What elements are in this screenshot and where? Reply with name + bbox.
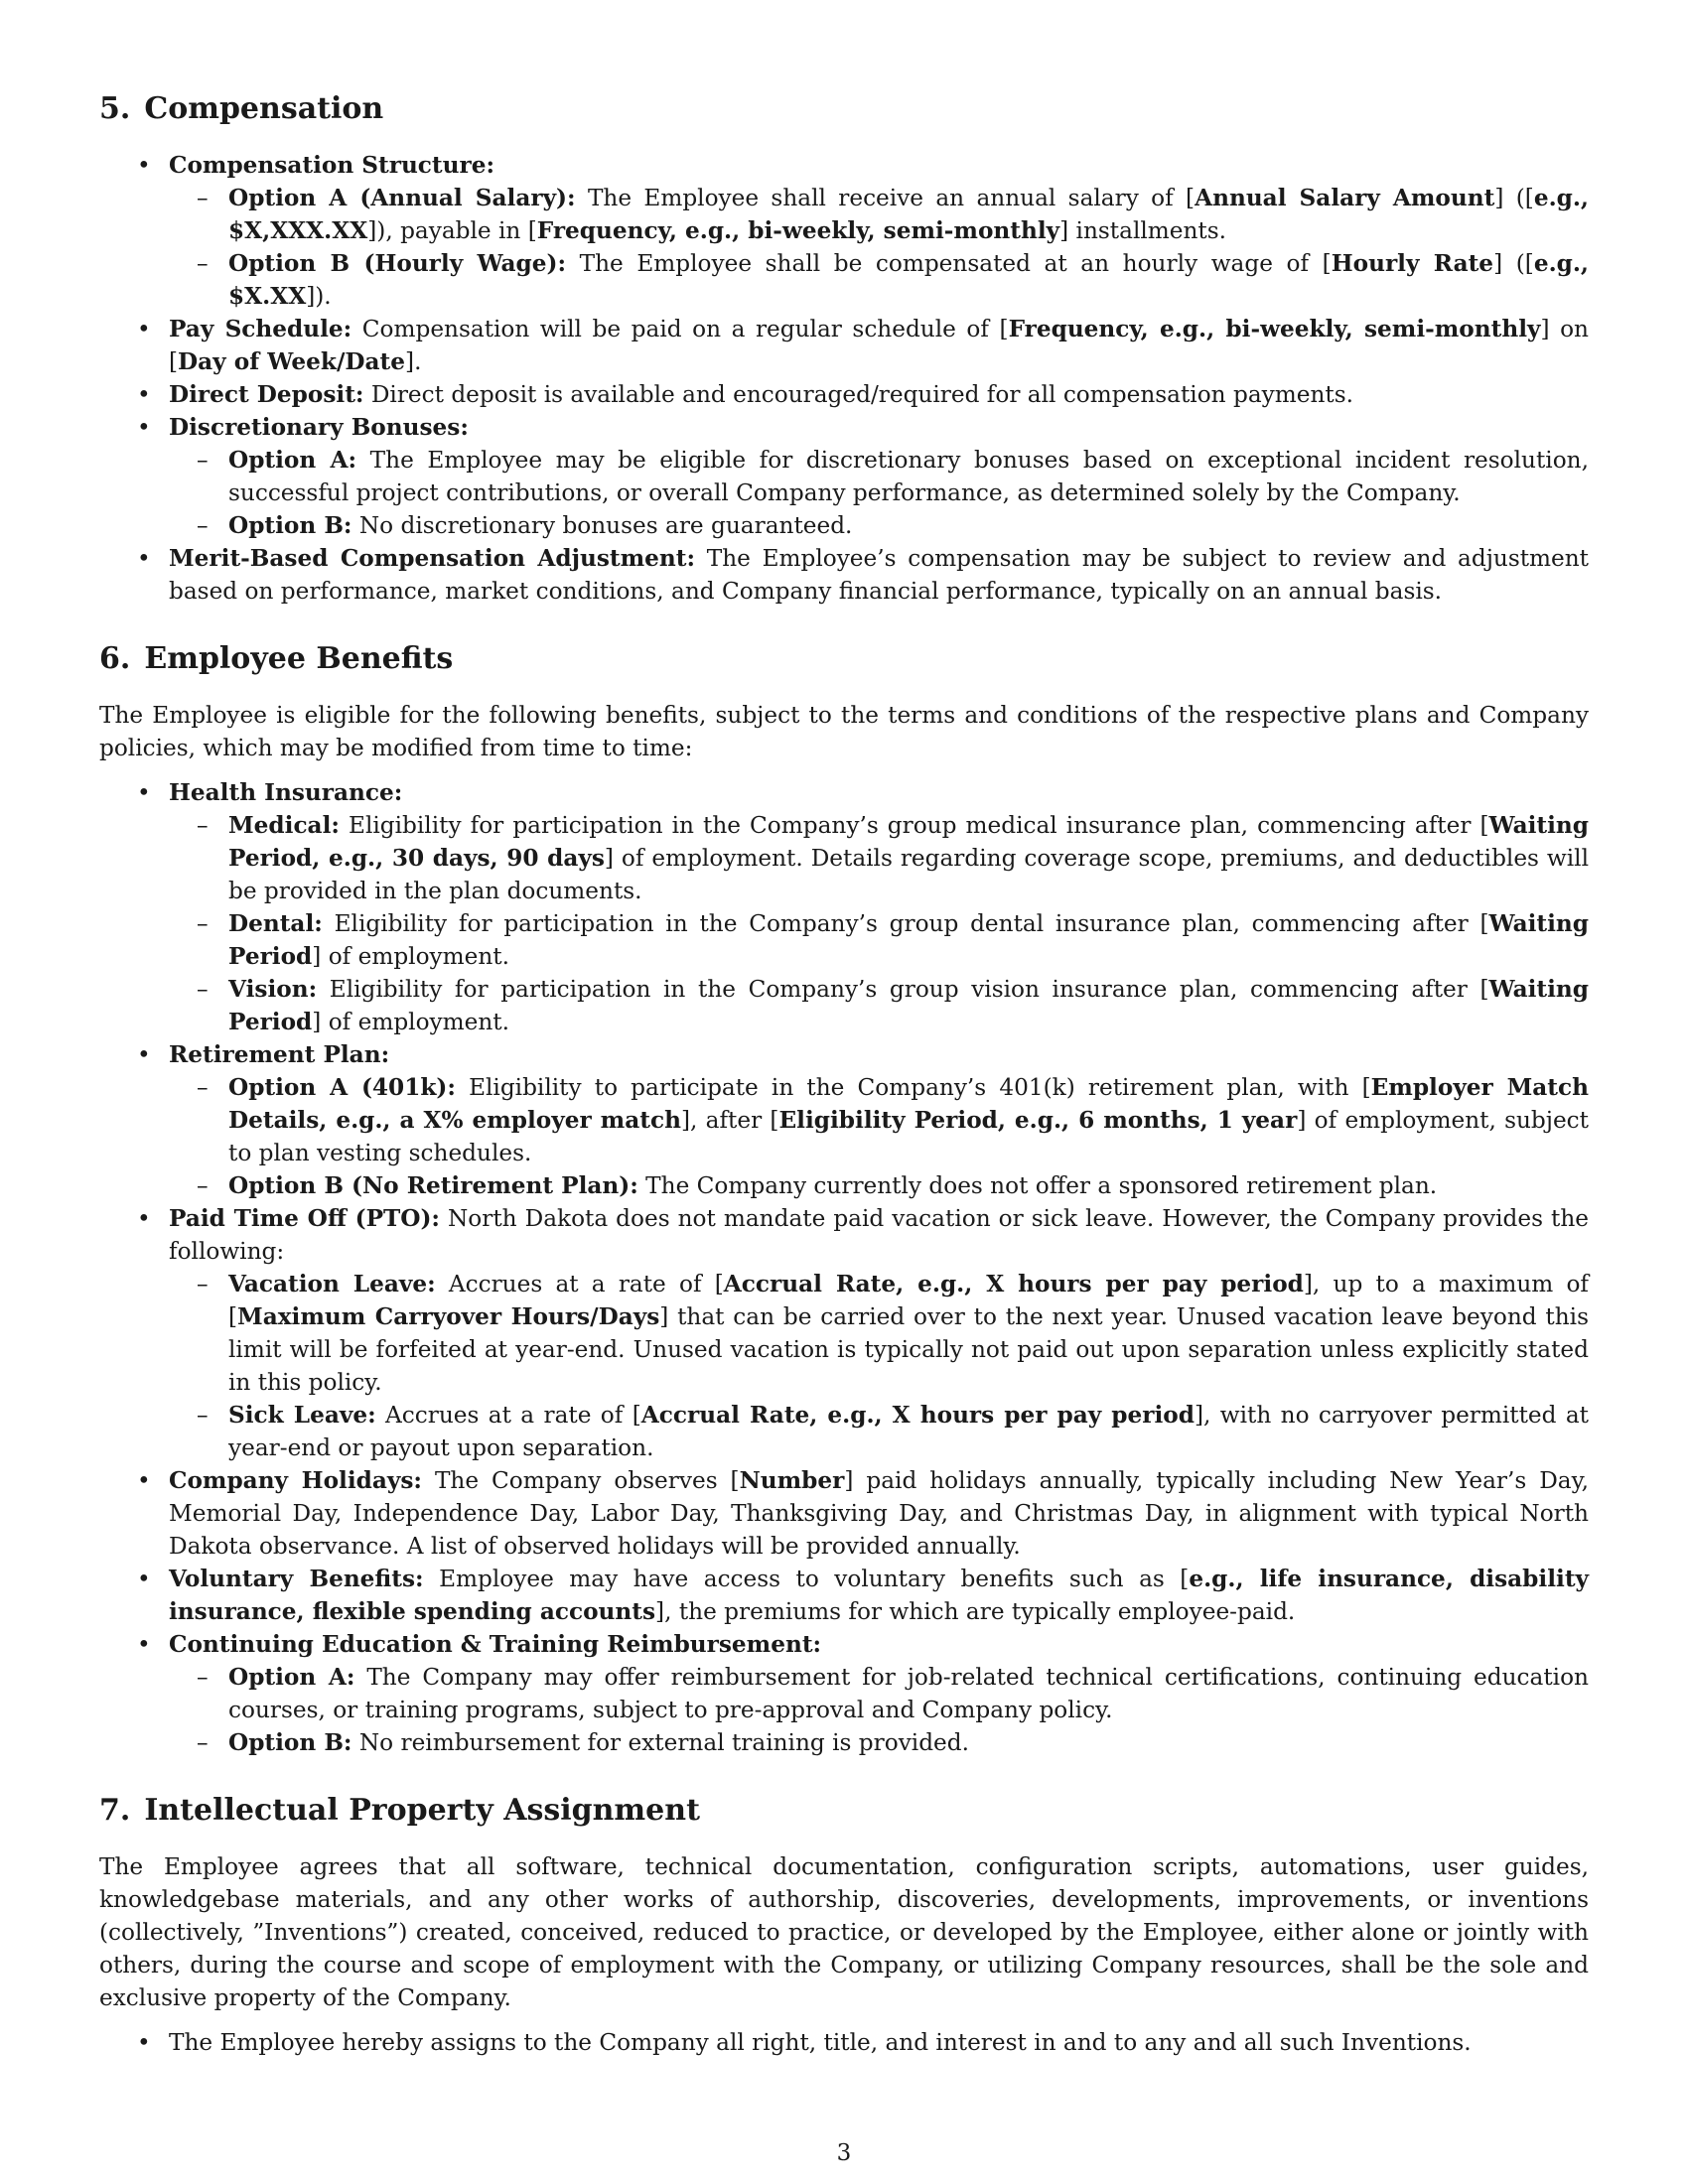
sub-item-text: Accrues at a rate of [Accrual Rate, e.g., X hours per pay period], with no carryover permitted at year-end or payout upon separation. bbox=[228, 1402, 1590, 1461]
section bbox=[99, 91, 1589, 608]
item-text: Compensation will be paid on a regular schedule of [Frequency, e.g., bi-weekly, semi-monthly] on [Day of Week/Date]. bbox=[169, 316, 1589, 375]
sub-item-label: Option B: bbox=[228, 512, 352, 539]
sub-item-label: Option B (Hourly Wage): bbox=[228, 250, 567, 277]
sub-item-text: The Company currently does not offer a sponsored retirement plan. bbox=[637, 1172, 1438, 1199]
section-intro: The Employee agrees that all software, technical documentation, configuration scripts, automations, user guides, knowledgebase materials, and any other works of authorship, discoveries, developments, improvements, or inventions (collectively, ”Inventions”) created, conceived, reduced to practice, or developed by the Employee, either alone or jointly with others, during the course and scope of employment with the Company, or utilizing Company resources, shall be the sole and exclusive property of the Company. bbox=[99, 1853, 1589, 2011]
section-number: 6. bbox=[99, 641, 131, 676]
sub-item-label: Option A: bbox=[228, 1664, 355, 1691]
section-number: 7. bbox=[99, 1793, 131, 1828]
sub-list-item bbox=[169, 973, 1589, 1038]
sub-item-text: Accrues at a rate of [Accrual Rate, e.g., X hours per pay period], up to a maximum of [Maximum Carryover Hours/Days] that can be carried over to the next year. Unused vacation leave beyond this limit will be forfeited at year-end. Unused vacation is typically not paid out upon separation unless explicitly stated in this policy. bbox=[228, 1271, 1590, 1396]
item-text: The Employee hereby assigns to the Company all right, title, and interest in and to any and all such Inventions. bbox=[169, 2029, 1472, 2056]
item-label: Discretionary Bonuses: bbox=[169, 414, 469, 441]
sub-item-label: Option A (401k): bbox=[228, 1074, 456, 1101]
bullet-list bbox=[99, 2026, 1589, 2059]
bullet-list bbox=[99, 149, 1589, 608]
sub-list-item bbox=[169, 1071, 1589, 1169]
section-title: Intellectual Property Assignment bbox=[144, 1793, 700, 1828]
list-item bbox=[99, 149, 1589, 313]
list-item bbox=[99, 378, 1589, 411]
sub-list bbox=[169, 809, 1589, 1038]
sub-list-item bbox=[169, 509, 1589, 542]
section-heading bbox=[99, 1793, 1589, 1829]
list-item bbox=[99, 1563, 1589, 1628]
sub-item-text: The Company may offer reimbursement for job-related technical certifications, continuing education courses, or training programs, subject to pre-approval and Company policy. bbox=[228, 1664, 1589, 1723]
section-title: Employee Benefits bbox=[144, 641, 454, 676]
sub-item-text: Eligibility to participate in the Company’s 401(k) retirement plan, with [Employer Match Details, e.g., a X% employer match], after [Eligibility Period, e.g., 6 months, 1 year] of employment, subject to plan vesting schedules. bbox=[228, 1074, 1589, 1166]
list-item bbox=[99, 776, 1589, 1038]
item-text: The Company observes [Number] paid holidays annually, typically including New Year’s Day, Memorial Day, Independence Day, Labor Day, Thanksgiving Day, and Christmas Day, in alignment with typical North Dakota observance. A list of observed holidays will be provided annually. bbox=[169, 1467, 1589, 1560]
sub-list-item bbox=[169, 1268, 1589, 1399]
sub-list bbox=[169, 1071, 1589, 1202]
sub-item-text: Eligibility for participation in the Company’s group dental insurance plan, commencing after [Waiting Period] of employment. bbox=[228, 910, 1589, 970]
section-heading bbox=[99, 641, 1589, 677]
sub-list bbox=[169, 1268, 1589, 1464]
sub-item-text: The Employee shall be compensated at an hourly wage of [Hourly Rate] ([e.g., $X.XX]). bbox=[228, 250, 1589, 310]
item-text: The Employee’s compensation may be subject to review and adjustment based on performance, market conditions, and Company financial performance, typically on an annual basis. bbox=[169, 545, 1590, 605]
sub-item-text: Eligibility for participation in the Company’s group medical insurance plan, commencing after [Waiting Period, e.g., 30 days, 90 days] of employment. Details regarding coverage scope, premiums, and deductibles will be provided in the plan documents. bbox=[228, 812, 1589, 904]
sub-item-label: Sick Leave: bbox=[228, 1402, 376, 1429]
section bbox=[99, 1793, 1589, 2059]
sub-item-label: Option A: bbox=[228, 447, 357, 474]
sub-list-item bbox=[169, 809, 1589, 907]
item-label: Pay Schedule: bbox=[169, 316, 352, 342]
sub-list-item bbox=[169, 1399, 1589, 1464]
sub-item-text: No discretionary bonuses are guaranteed. bbox=[352, 512, 853, 539]
item-label: Retirement Plan: bbox=[169, 1041, 390, 1068]
list-item bbox=[99, 1202, 1589, 1464]
list-item bbox=[99, 2026, 1589, 2059]
sub-list-item bbox=[169, 907, 1589, 973]
item-label: Company Holidays: bbox=[169, 1467, 422, 1494]
sub-list-item bbox=[169, 182, 1589, 247]
bullet-list bbox=[99, 776, 1589, 1759]
section-title: Compensation bbox=[144, 91, 384, 126]
item-label: Direct Deposit: bbox=[169, 381, 364, 408]
list-item bbox=[99, 411, 1589, 542]
item-label: Compensation Structure: bbox=[169, 152, 495, 179]
item-label: Paid Time Off (PTO): bbox=[169, 1205, 440, 1232]
sub-item-label: Option B: bbox=[228, 1729, 352, 1756]
item-text: Employee may have access to voluntary benefits such as [e.g., life insurance, disability insurance, flexible spending accounts], the premiums for which are typically employee-paid. bbox=[169, 1566, 1589, 1625]
sub-item-label: Option B (No Retirement Plan): bbox=[228, 1172, 638, 1199]
sub-item-label: Vision: bbox=[228, 976, 318, 1003]
section-number: 5. bbox=[99, 91, 131, 126]
sub-list bbox=[169, 444, 1589, 542]
list-item bbox=[99, 313, 1589, 378]
section-heading bbox=[99, 91, 1589, 127]
item-label: Voluntary Benefits: bbox=[169, 1566, 424, 1592]
page-number: 3 bbox=[836, 2140, 852, 2166]
sub-item-label: Option A (Annual Salary): bbox=[228, 185, 576, 211]
sub-list-item bbox=[169, 1169, 1589, 1202]
sub-list-item bbox=[169, 1726, 1589, 1759]
item-label: Merit-Based Compensation Adjustment: bbox=[169, 545, 696, 572]
sub-item-text: The Employee shall receive an annual salary of [Annual Salary Amount] ([e.g., $X,XXX.XX]), payable in [Frequency, e.g., bi-weekly, semi-monthly] installments. bbox=[228, 185, 1589, 244]
sub-item-text: Eligibility for participation in the Company’s group vision insurance plan, commencing after [Waiting Period] of employment. bbox=[228, 976, 1589, 1035]
sub-item-text: No reimbursement for external training is provided. bbox=[352, 1729, 969, 1756]
item-text: North Dakota does not mandate paid vacation or sick leave. However, the Company provides the following: bbox=[169, 1205, 1589, 1265]
list-item bbox=[99, 542, 1589, 608]
sub-list-item bbox=[169, 247, 1589, 313]
list-item bbox=[99, 1464, 1589, 1563]
section bbox=[99, 641, 1589, 1759]
item-label: Continuing Education & Training Reimbursement: bbox=[169, 1631, 822, 1658]
sub-list-item bbox=[169, 444, 1589, 509]
sub-item-label: Vacation Leave: bbox=[228, 1271, 436, 1297]
sub-item-text: The Employee may be eligible for discretionary bonuses based on exceptional incident resolution, successful project contributions, or overall Company performance, as determined solely by the Company. bbox=[228, 447, 1589, 506]
document-page bbox=[99, 91, 1589, 2093]
sub-list bbox=[169, 1661, 1589, 1759]
sub-list bbox=[169, 182, 1589, 313]
list-item bbox=[99, 1038, 1589, 1202]
item-text: Direct deposit is available and encouraged/required for all compensation payments. bbox=[363, 381, 1353, 408]
sub-item-label: Dental: bbox=[228, 910, 323, 937]
list-item bbox=[99, 1628, 1589, 1759]
item-label: Health Insurance: bbox=[169, 779, 403, 806]
sub-list-item bbox=[169, 1661, 1589, 1726]
section-intro: The Employee is eligible for the following benefits, subject to the terms and conditions of the respective plans and Company policies, which may be modified from time to time: bbox=[99, 702, 1589, 761]
sub-item-label: Medical: bbox=[228, 812, 340, 839]
